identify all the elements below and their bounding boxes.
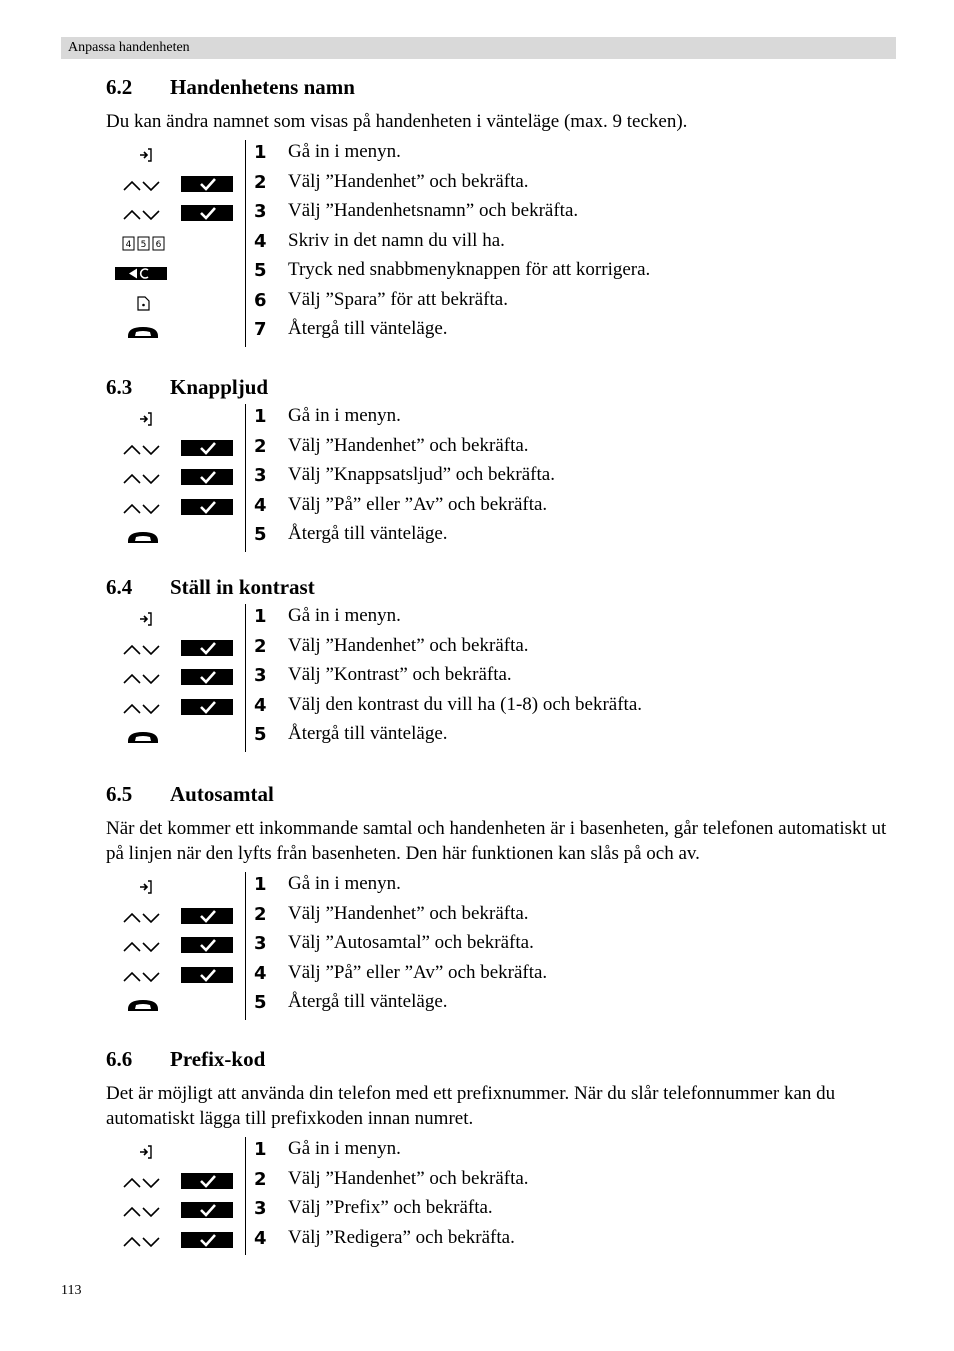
running-header-title: Anpassa handenheten <box>68 40 190 55</box>
step-text: Välj ”Handenhet” och bekräfta. <box>288 170 529 192</box>
step-number: 2 <box>254 903 267 925</box>
section-title: Handenhetens namn <box>170 75 355 99</box>
section-heading <box>106 573 896 601</box>
step-number: 4 <box>254 494 267 516</box>
up-down-arrows-icon <box>121 640 165 658</box>
step-text: Gå in i menyn. <box>288 605 401 626</box>
step-number: 4 <box>254 1227 267 1249</box>
step-row <box>106 902 896 932</box>
step-text: Välj ”Knappsatsljud” och bekräfta. <box>288 464 555 485</box>
menu-icon <box>121 146 165 164</box>
ok-button-icon <box>181 640 233 656</box>
step-row <box>106 931 896 961</box>
step-text: Välj ”Handenhet” och bekräfta. <box>288 634 529 656</box>
step-text: Välj ”På” eller ”Av” och bekräfta. <box>288 961 548 983</box>
section-heading <box>106 1045 896 1073</box>
step-number: 3 <box>254 665 267 686</box>
step-number: 1 <box>254 874 267 895</box>
up-down-arrows-icon <box>121 669 165 687</box>
up-down-arrows-icon <box>121 499 165 517</box>
step-row <box>106 990 896 1020</box>
section-intro: Du kan ändra namnet som visas på handenheten i vänteläge (max. 9 tecken). <box>106 111 688 132</box>
step-list <box>106 404 896 552</box>
ok-button-icon <box>181 908 233 924</box>
step-number: 3 <box>254 465 267 486</box>
ok-button-icon <box>181 1173 233 1189</box>
step-number: 1 <box>254 142 267 163</box>
section-intro: När det kommer ett inkommande samtal och handenheten är i basenheten, går telefonen automatiskt ut på linjen när den lyfts från basenheten. Den här funktionen kan slås på och av. <box>106 818 887 864</box>
step-row <box>106 604 896 634</box>
step-number: 5 <box>254 992 267 1013</box>
step-row <box>106 522 896 552</box>
clear-key-icon <box>115 264 167 282</box>
hang-up-icon <box>121 728 165 746</box>
step-number: 4 <box>254 230 267 252</box>
step-number: 1 <box>254 606 267 627</box>
section-number: 6.2 <box>106 75 133 99</box>
section-6-3 <box>106 373 896 552</box>
menu-icon <box>121 1143 165 1161</box>
step-row <box>106 463 896 493</box>
hang-up-icon <box>121 996 165 1014</box>
section-title: Knappljud <box>170 375 269 399</box>
step-text: Gå in i menyn. <box>288 1138 401 1159</box>
up-down-arrows-icon <box>121 1232 165 1250</box>
ok-button-icon <box>181 499 233 515</box>
section-title: Ställ in kontrast <box>170 575 315 599</box>
step-number: 3 <box>254 933 267 954</box>
step-number: 5 <box>254 524 267 545</box>
up-down-arrows-icon <box>121 205 165 223</box>
section-6-6 <box>106 1045 896 1255</box>
step-row <box>106 404 896 434</box>
ok-button-icon <box>181 205 233 221</box>
step-row <box>106 1196 896 1226</box>
step-number: 2 <box>254 171 267 193</box>
step-text: Gå in i menyn. <box>288 141 401 162</box>
step-row <box>106 140 896 170</box>
step-number: 3 <box>254 1198 267 1219</box>
step-text: Välj ”Handenhet” och bekräfta. <box>288 902 529 924</box>
step-text: Välj ”På” eller ”Av” och bekräfta. <box>288 493 548 515</box>
step-number: 4 <box>254 962 267 984</box>
step-row <box>106 961 896 991</box>
ok-button-icon <box>181 469 233 485</box>
step-row <box>106 693 896 723</box>
section-heading <box>106 780 896 808</box>
step-number: 2 <box>254 635 267 657</box>
step-number: 7 <box>254 319 267 340</box>
up-down-arrows-icon <box>121 937 165 955</box>
step-text: Välj den kontrast du vill ha (1-8) och bekräfta. <box>288 693 643 715</box>
menu-icon <box>121 610 165 628</box>
step-row <box>106 493 896 523</box>
step-row <box>106 1167 896 1197</box>
step-number: 3 <box>254 201 267 222</box>
section-title: Prefix-kod <box>170 1047 266 1071</box>
ok-button-icon <box>181 440 233 456</box>
step-text: Välj ”Handenhet” och bekräfta. <box>288 1167 529 1189</box>
step-row <box>106 258 896 288</box>
step-number: 1 <box>254 1139 267 1160</box>
step-row <box>106 199 896 229</box>
step-number: 2 <box>254 1168 267 1190</box>
step-row <box>106 872 896 902</box>
step-number: 1 <box>254 406 267 427</box>
svg-text:4: 4 <box>125 239 132 250</box>
step-row <box>106 170 896 200</box>
section-number: 6.5 <box>106 782 133 806</box>
up-down-arrows-icon <box>121 908 165 926</box>
up-down-arrows-icon <box>121 469 165 487</box>
step-row <box>106 1226 896 1256</box>
running-header <box>61 37 896 59</box>
menu-icon <box>121 878 165 896</box>
step-text: Återgå till vänteläge. <box>288 723 448 744</box>
up-down-arrows-icon <box>121 967 165 985</box>
section-heading <box>106 73 896 101</box>
ok-button-icon <box>181 1232 233 1248</box>
step-text: Välj ”Handenhetsnamn” och bekräfta. <box>288 200 579 221</box>
step-row <box>106 288 896 318</box>
svg-text:6: 6 <box>155 239 162 250</box>
step-text: Återgå till vänteläge. <box>288 523 448 544</box>
section-6-2 <box>106 73 896 347</box>
save-key-icon <box>121 294 165 312</box>
section-number: 6.4 <box>106 575 133 599</box>
step-text: Välj ”Handenhet” och bekräfta. <box>288 434 529 456</box>
ok-button-icon <box>181 176 233 192</box>
step-row <box>106 229 896 259</box>
step-text: Gå in i menyn. <box>288 873 401 894</box>
step-list <box>106 140 896 347</box>
step-list <box>106 1137 896 1255</box>
step-row <box>106 1137 896 1167</box>
step-row <box>106 434 896 464</box>
section-heading <box>106 373 896 401</box>
up-down-arrows-icon <box>121 1173 165 1191</box>
section-6-4 <box>106 573 896 752</box>
step-number: 2 <box>254 435 267 457</box>
step-number: 6 <box>254 289 267 311</box>
section-intro: Det är möjligt att använda din telefon med ett prefixnummer. När du slår telefonnummer kan du automatiskt lägga till prefixkoden innan numret. <box>106 1083 836 1129</box>
step-text: Välj ”Prefix” och bekräfta. <box>288 1197 493 1218</box>
up-down-arrows-icon <box>121 440 165 458</box>
up-down-arrows-icon <box>121 1202 165 1220</box>
step-text: Skriv in det namn du vill ha. <box>288 229 505 251</box>
ok-button-icon <box>181 699 233 715</box>
section-title: Autosamtal <box>170 782 274 806</box>
ok-button-icon <box>181 937 233 953</box>
step-text: Tryck ned snabbmenyknappen för att korrigera. <box>288 259 651 280</box>
step-row <box>106 634 896 664</box>
ok-button-icon <box>181 669 233 685</box>
step-list <box>106 872 896 1020</box>
step-row <box>106 722 896 752</box>
keypad-icon <box>121 235 165 253</box>
step-text: Välj ”Redigera” och bekräfta. <box>288 1226 515 1248</box>
up-down-arrows-icon <box>121 176 165 194</box>
step-row <box>106 317 896 347</box>
step-text: Återgå till vänteläge. <box>288 991 448 1012</box>
step-text: Återgå till vänteläge. <box>288 318 448 339</box>
hang-up-icon <box>121 323 165 341</box>
step-text: Välj ”Kontrast” och bekräfta. <box>288 664 512 685</box>
ok-button-icon <box>181 1202 233 1218</box>
hang-up-icon <box>121 528 165 546</box>
step-number: 4 <box>254 694 267 716</box>
step-text: Gå in i menyn. <box>288 405 401 426</box>
step-list <box>106 604 896 752</box>
step-text: Välj ”Autosamtal” och bekräfta. <box>288 932 534 953</box>
svg-text:5: 5 <box>140 239 147 250</box>
section-number: 6.6 <box>106 1047 133 1071</box>
step-text: Välj ”Spara” för att bekräfta. <box>288 288 508 310</box>
step-row <box>106 663 896 693</box>
up-down-arrows-icon <box>121 699 165 717</box>
section-6-5 <box>106 780 896 1020</box>
step-number: 5 <box>254 260 267 281</box>
menu-icon <box>121 410 165 428</box>
section-number: 6.3 <box>106 375 133 399</box>
ok-button-icon <box>181 967 233 983</box>
step-number: 5 <box>254 724 267 745</box>
page-number: 113 <box>61 1283 82 1298</box>
